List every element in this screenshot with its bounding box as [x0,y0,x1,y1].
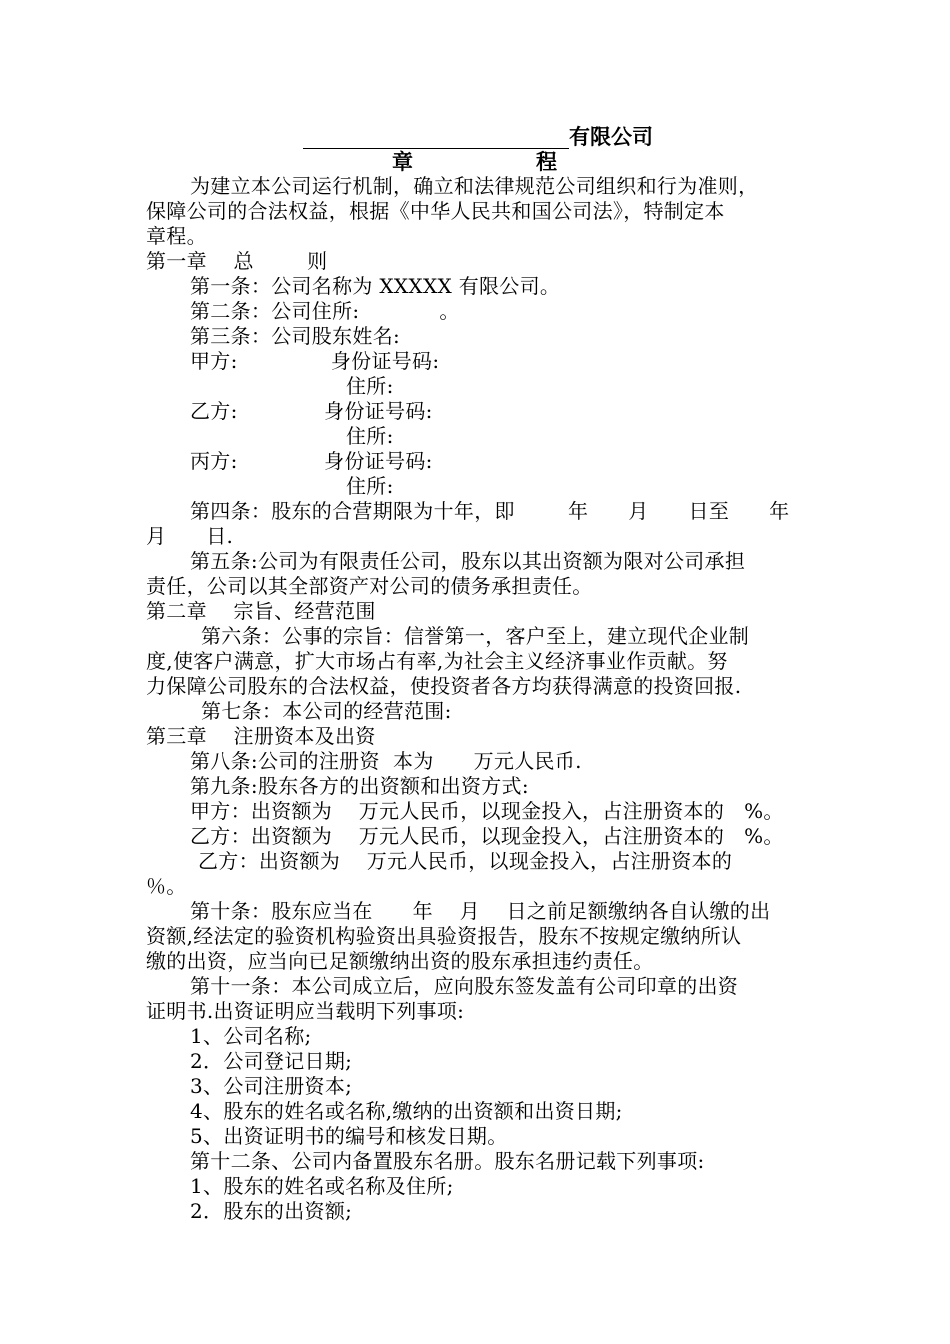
list-item: 1、公司名称; [190,1024,312,1048]
party-b-address: 住所: [346,424,394,448]
title-suffix: 有限公司 [569,125,653,149]
contribution-party-a: 甲方：出资额为 万元人民币，以现金投入，占注册资本的 %。 [190,799,784,823]
list-item: 3、公司注册资本; [190,1074,353,1098]
article-6-line-3: 力保障公司股东的合法权益，使投资者各方均获得满意的投资回报. [146,674,742,698]
list-item: 4、股东的姓名或名称,缴纳的出资额和出资日期; [190,1099,623,1123]
chapter-2-heading: 第二章 宗旨、经营范围 [146,599,376,623]
article-1: 第一条：公司名称为 XXXXX 有限公司。 [190,274,561,298]
article-5-line-1: 第五条:公司为有限责任公司，股东以其出资额为限对公司承担 [190,549,746,573]
party-b-line: 乙方: 身份证号码: [190,399,433,423]
list-item: 1、股东的姓名或名称及住所; [190,1174,454,1198]
article-6-line-1: 第六条：公事的宗旨：信誉第一，客户至上，建立现代企业制 [201,624,750,648]
document-title [303,125,653,149]
article-11-line-2: 证明书.出资证明应当载明下列事项: [146,999,465,1023]
preamble-line-1: 为建立本公司运行机制，确立和法律规范公司组织和行为准则， [190,174,759,198]
article-7: 第七条：本公司的经营范围: [201,699,452,723]
article-9: 第九条:股东各方的出资额和出资方式: [190,774,529,798]
company-name-blank[interactable] [303,128,569,149]
subtitle-char-1: 章 [392,150,413,174]
article-11-line-1: 第十一条：本公司成立后，应向股东签发盖有公司印章的出资 [190,974,739,998]
article-4-line-1: 第四条：股东的合营期限为十年，即 年 月 日至 年 [190,499,790,523]
contribution-percent-line: ％。 [146,874,187,898]
article-6-line-2: 度,使客户满意，扩大市场占有率,为社会主义经济事业作贡献。努 [146,649,728,673]
preamble-line-2: 保障公司的合法权益，根据《中华人民共和国公司法》，特制定本 [146,199,725,223]
list-item: 2．公司登记日期; [190,1049,353,1073]
article-10-line-2: 资额,经法定的验资机构验资出具验资报告，股东不按规定缴纳所认 [146,924,742,948]
article-10-line-3: 缴的出资，应当向已足额缴纳出资的股东承担违约责任。 [146,949,654,973]
subtitle-char-2: 程 [536,150,557,174]
contribution-party-b-2: 乙方：出资额为 万元人民币，以现金投入，占注册资本的 [198,849,733,873]
article-8: 第八条:公司的注册资 本为 万元人民币. [190,749,582,773]
list-item: 5、出资证明书的编号和核发日期。 [190,1124,508,1148]
article-12: 第十二条、公司内备置股东名册。股东名册记载下列事项: [190,1149,705,1173]
party-a-line: 甲方: 身份证号码: [190,349,440,373]
party-c-address: 住所: [346,474,394,498]
chapter-1-heading: 第一章 总 则 [146,249,328,273]
chapter-3-heading: 第三章 注册资本及出资 [146,724,376,748]
preamble-line-3: 章程。 [146,224,207,248]
article-5-line-2: 责任，公司以其全部资产对公司的债务承担责任。 [146,574,593,598]
article-2: 第二条：公司住所: 。 [190,299,460,323]
party-c-line: 丙方: 身份证号码: [190,449,433,473]
article-10-line-1: 第十条：股东应当在 年 月 日之前足额缴纳各自认缴的出 [190,899,771,923]
article-3: 第三条：公司股东姓名: [190,324,401,348]
list-item: 2．股东的出资额; [190,1199,353,1223]
article-4-line-2: 月 日. [146,524,234,548]
party-a-address: 住所: [346,374,394,398]
contribution-party-b: 乙方：出资额为 万元人民币，以现金投入，占注册资本的 %。 [190,824,784,848]
